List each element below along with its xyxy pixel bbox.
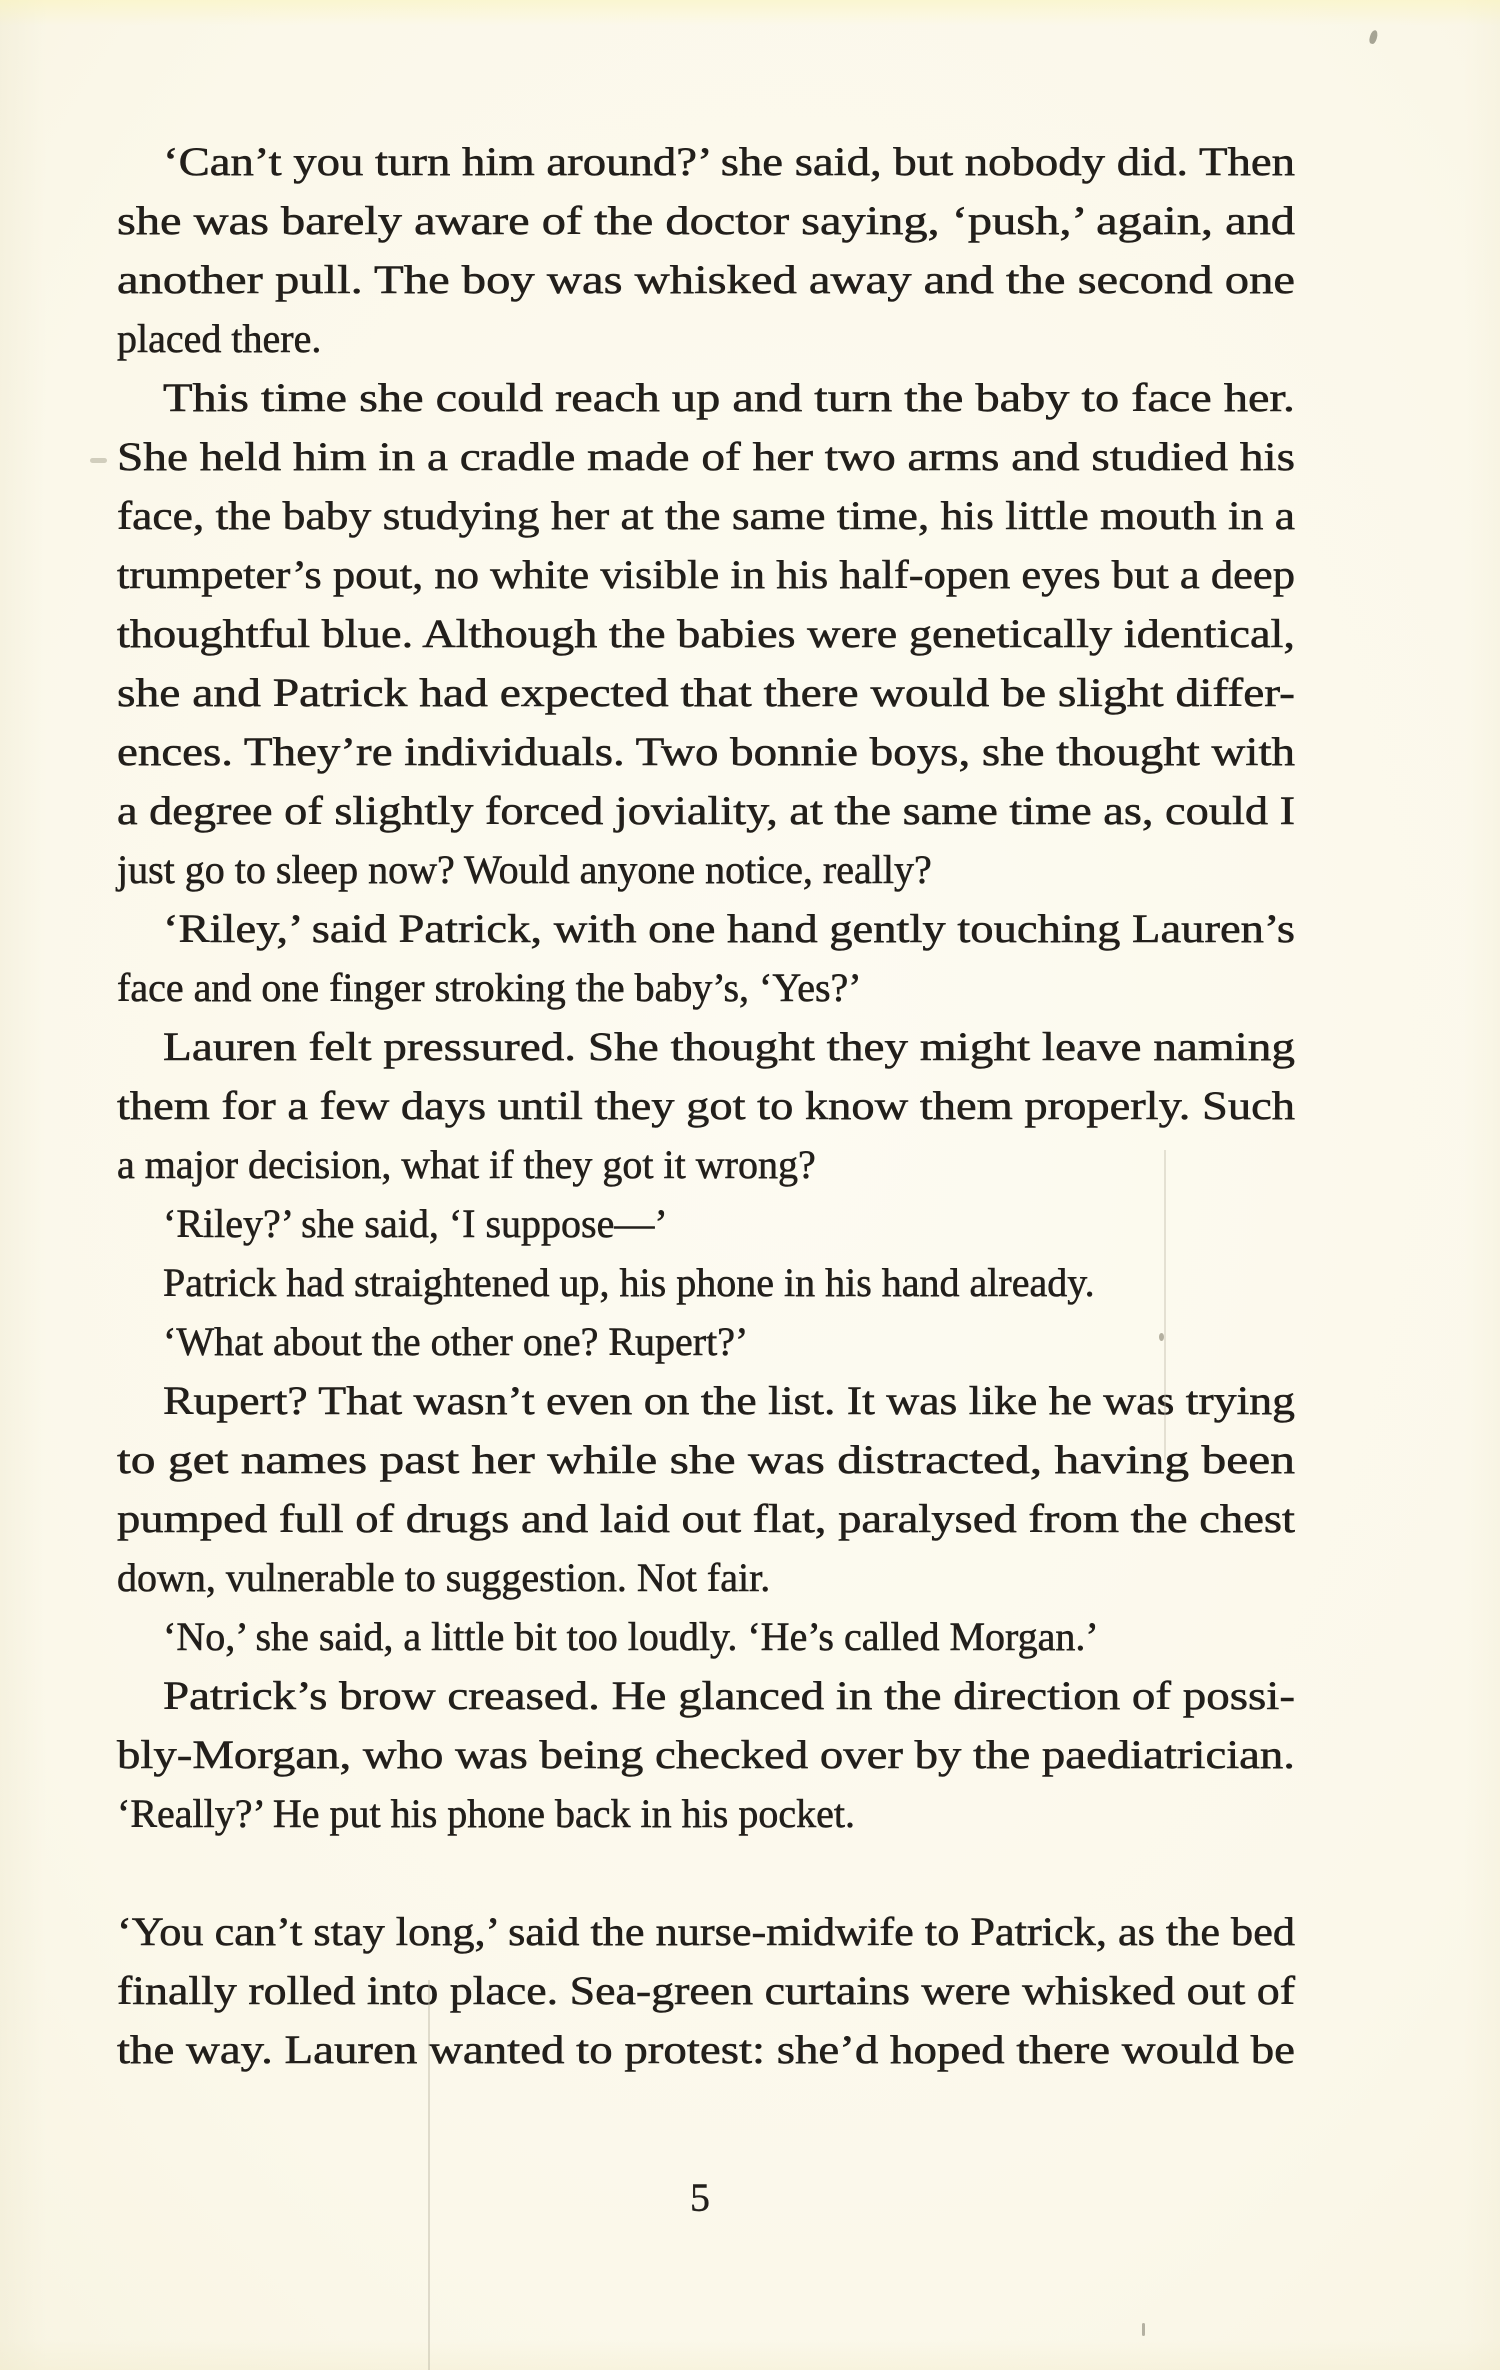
text-line: down, vulnerable to suggestion. Not fair. [117, 1555, 771, 1600]
text-line: bly-Morgan, who was being checked over by the paediatrician. [117, 1732, 1295, 1777]
text-line: a degree of slightly forced joviality, at the same time as, could I [117, 788, 1295, 833]
text-line: Rupert? That wasn’t even on the list. It was like he was trying [163, 1378, 1295, 1423]
text-line: she and Patrick had expected that there would be slight differ- [117, 670, 1295, 715]
text-line: Lauren felt pressured. She thought they might leave naming [163, 1024, 1295, 1069]
text-line: Patrick’s brow creased. He glanced in the direction of possi- [163, 1673, 1295, 1718]
text-line: finally rolled into place. Sea-green curtains were whisked out of [117, 1968, 1296, 2013]
text-line: face, the baby studying her at the same time, his little mouth in a [117, 493, 1296, 538]
text-line: placed there. [117, 316, 322, 361]
text-line: ‘You can’t stay long,’ said the nurse-midwife to Patrick, as the bed [117, 1909, 1295, 1954]
text-line: trumpeter’s pout, no white visible in his half-open eyes but a deep [117, 552, 1295, 597]
text-line: ‘Really?’ He put his phone back in his pocket. [117, 1791, 855, 1836]
text-line: just go to sleep now? Would anyone notice, really? [117, 847, 932, 892]
page-number: 5 [690, 2175, 710, 2220]
text-line: ‘What about the other one? Rupert?’ [163, 1319, 749, 1364]
text-line: Patrick had straightened up, his phone in his hand already. [163, 1260, 1095, 1305]
text-line: ‘No,’ she said, a little bit too loudly. ‘He’s called Morgan.’ [163, 1614, 1099, 1659]
text-line: them for a few days until they got to know them properly. Such [117, 1083, 1295, 1128]
text-line: This time she could reach up and turn the baby to face her. [163, 375, 1295, 420]
text-line: another pull. The boy was whisked away and the second one [117, 257, 1295, 302]
text-line: face and one finger stroking the baby’s, ‘Yes?’ [117, 965, 862, 1010]
text-line: ‘Riley,’ said Patrick, with one hand gently touching Lauren’s [163, 906, 1295, 951]
text-line: ‘Can’t you turn him around?’ she said, but nobody did. Then [163, 139, 1295, 184]
text-line: to get names past her while she was distracted, having been [117, 1437, 1295, 1482]
text-line: thoughtful blue. Although the babies were genetically identical, [117, 611, 1295, 656]
text-line: She held him in a cradle made of her two arms and studied his [117, 434, 1295, 479]
text-line: pumped full of drugs and laid out flat, paralysed from the chest [117, 1496, 1295, 1541]
text-line: a major decision, what if they got it wrong? [117, 1142, 816, 1187]
text-line: the way. Lauren wanted to protest: she’d hoped there would be [117, 2027, 1295, 2072]
text-line: ‘Riley?’ she said, ‘I suppose—’ [163, 1201, 668, 1246]
text-line: she was barely aware of the doctor saying, ‘push,’ again, and [117, 198, 1295, 243]
text-line: ences. They’re individuals. Two bonnie boys, she thought with [117, 729, 1295, 774]
